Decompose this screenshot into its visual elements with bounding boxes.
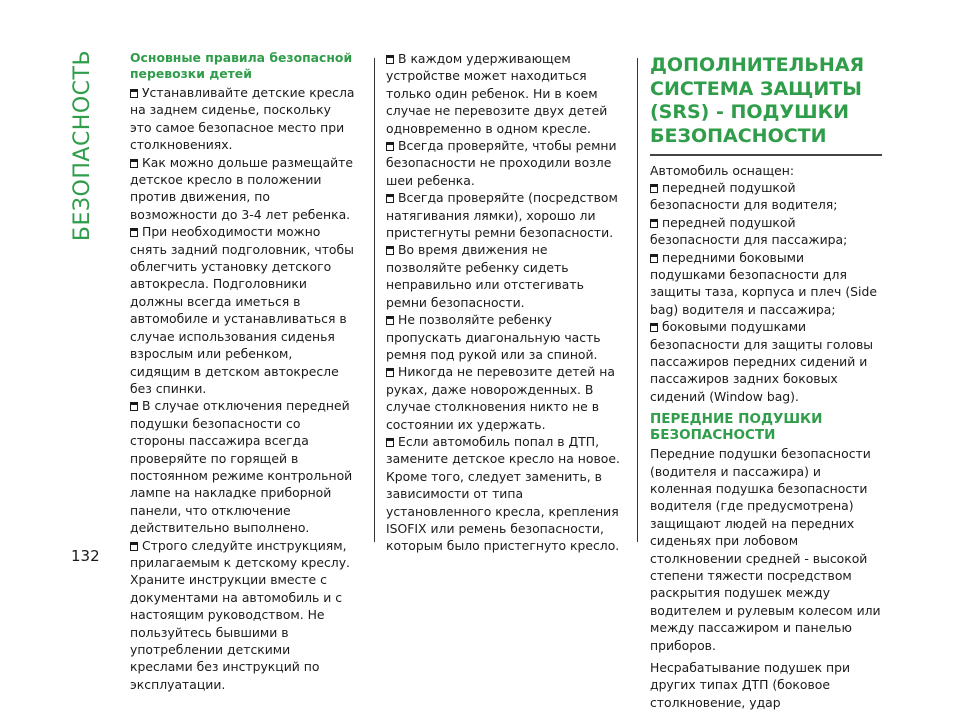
bullet-paragraph bbox=[386, 363, 624, 433]
paragraph-text: передней подушкой безопасности для пассажира; bbox=[650, 214, 848, 248]
checkbox-bullet-icon bbox=[386, 194, 394, 203]
column-divider-2 bbox=[637, 58, 638, 542]
bullet-paragraph bbox=[650, 249, 882, 319]
section-side-label bbox=[38, 26, 128, 264]
paragraph-text: Устанавливайте детские кресла на заднем сиденье, поскольку это самое безопасное место при столкновениях. bbox=[130, 85, 355, 153]
bullet-paragraph bbox=[130, 223, 356, 397]
checkbox-bullet-icon bbox=[386, 438, 394, 447]
bullet-paragraph bbox=[130, 537, 356, 694]
bullet-paragraph bbox=[130, 397, 356, 536]
column-1 bbox=[130, 50, 356, 693]
checkbox-bullet-icon bbox=[650, 219, 658, 228]
paragraph bbox=[650, 659, 882, 711]
front-airbags-paragraphs bbox=[650, 445, 882, 711]
paragraph-text: Во время движения не позволяйте ребенку сидеть неправильно или отстегивать ремни безопасности. bbox=[386, 242, 584, 310]
paragraph-text: Всегда проверяйте (посредством натягивания лямки), хорошо ли пристегнуты ремни безопасности. bbox=[386, 190, 618, 241]
front-airbags-subtitle: ПЕРЕДНИЕ ПОДУШКИ БЕЗОПАСНОСТИ bbox=[650, 411, 823, 444]
paragraph-text: Передние подушки безопасности (водителя и пассажира) и коленная подушка безопасности водителя (где предусмотрена) защищают людей на передних сиденьях при лобовом столкновении средней - высокой степени тяжести посредством раскрытия подушек между водителем и рулевым колесом или между пассажиром и панелью приборов. bbox=[650, 446, 881, 653]
checkbox-bullet-icon bbox=[130, 542, 138, 551]
paragraph-text: В случае отключения передней подушки безопасности со стороны пассажира всегда проверяйте по горящей в постоянном режиме контрольной лампе на накладке приборной панели, что отключение действительно выполнено. bbox=[130, 398, 353, 536]
bullet-paragraph bbox=[650, 179, 882, 214]
paragraph-text: Как можно дольше размещайте детское кресло в положении против движения, по возможности до 3-4 лет ребенка. bbox=[130, 154, 353, 222]
paragraph-text: Если автомобиль попал в ДТП, замените детское кресло на новое. Кроме того, следует заменить, в зависимости от типа установленного кресла, крепления ISOFIX или ремень безопасности, которым было пристегнуто кресло. bbox=[386, 433, 620, 554]
srs-intro: Автомобиль оснащен: bbox=[650, 162, 795, 178]
checkbox-bullet-icon bbox=[650, 323, 658, 332]
column-divider-1 bbox=[374, 58, 375, 542]
bullet-paragraph bbox=[650, 214, 882, 249]
paragraph bbox=[650, 445, 882, 654]
paragraph-text: Не позволяйте ребенку пропускать диагональную часть ремня под рукой или за спиной. bbox=[386, 312, 601, 362]
bullet-paragraph bbox=[130, 84, 356, 154]
checkbox-bullet-icon bbox=[130, 89, 138, 98]
checkbox-bullet-icon bbox=[130, 228, 138, 237]
checkbox-bullet-icon bbox=[650, 254, 658, 263]
paragraph-text: боковыми подушками безопасности для защиты головы пассажиров передних сидений и пассажиров задних боковых сидений (Window bag). bbox=[650, 319, 874, 404]
checkbox-bullet-icon bbox=[386, 246, 394, 255]
bullet-paragraph bbox=[386, 189, 624, 241]
column-2-paragraphs bbox=[386, 50, 624, 555]
title-underline bbox=[650, 154, 882, 156]
checkbox-bullet-icon bbox=[650, 184, 658, 193]
paragraph-text: передними боковыми подушками безопасности для защиты таза, корпуса и плеч (Side bag) водителя и пассажира; bbox=[650, 249, 877, 317]
bullet-paragraph bbox=[386, 311, 624, 363]
bullet-paragraph bbox=[130, 154, 356, 224]
paragraph-text: При необходимости можно снять задний подголовник, чтобы облегчить установку детского автокресла. Подголовники должны всегда иметься в автомобиле и устанавливаться в случае использования сиденья взрослым или ребенком, сидящим в детском автокресле без спинки. bbox=[130, 224, 354, 396]
section-side-label-text: БЕЗОПАСНОСТЬ bbox=[70, 49, 96, 241]
page-number: 132 bbox=[71, 547, 100, 565]
column-1-paragraphs bbox=[130, 84, 356, 693]
bullet-paragraph bbox=[386, 137, 624, 189]
bullet-paragraph bbox=[386, 433, 624, 555]
bullet-paragraph bbox=[650, 318, 882, 405]
paragraph-text: Строго следуйте инструкциям, прилагаемым к детскому креслу. Храните инструкции вместе с документами на автомобиль и с настоящим руководством. Не пользуйтесь бывшими в употреблении детскими креслами без инструкций по эксплуатации. bbox=[130, 537, 350, 692]
column-2 bbox=[386, 50, 624, 555]
bullet-paragraph bbox=[386, 241, 624, 311]
paragraph-text: Несрабатывание подушек при других типах ДТП (боковое столкновение, удар bbox=[650, 660, 851, 710]
paragraph-text: передней подушкой безопасности для водителя; bbox=[650, 179, 838, 213]
column-3 bbox=[650, 54, 882, 711]
paragraph-text: Всегда проверяйте, чтобы ремни безопасности не проходили возле шеи ребенка. bbox=[386, 138, 617, 188]
checkbox-bullet-icon bbox=[386, 316, 394, 325]
airbag-list bbox=[650, 179, 882, 405]
srs-section-title: ДОПОЛНИТЕЛЬНАЯ СИСТЕМА ЗАЩИТЫ (SRS) - ПОДУШКИ БЕЗОПАСНОСТИ bbox=[650, 54, 865, 147]
child-safety-title: Основные правила безопасной перевозки детей bbox=[130, 50, 353, 81]
paragraph-text: Никогда не перевозите детей на руках, даже новорожденных. В случае столкновения никто не в состоянии их удержать. bbox=[386, 364, 615, 432]
checkbox-bullet-icon bbox=[130, 402, 138, 411]
bullet-paragraph bbox=[386, 50, 624, 137]
paragraph-text: В каждом удерживающем устройстве может находиться только один ребенок. Ни в коем случае не перевозите двух детей одновременно в одном кресле. bbox=[386, 51, 608, 136]
checkbox-bullet-icon bbox=[386, 55, 394, 64]
checkbox-bullet-icon bbox=[386, 368, 394, 377]
checkbox-bullet-icon bbox=[386, 142, 394, 151]
checkbox-bullet-icon bbox=[130, 159, 138, 168]
